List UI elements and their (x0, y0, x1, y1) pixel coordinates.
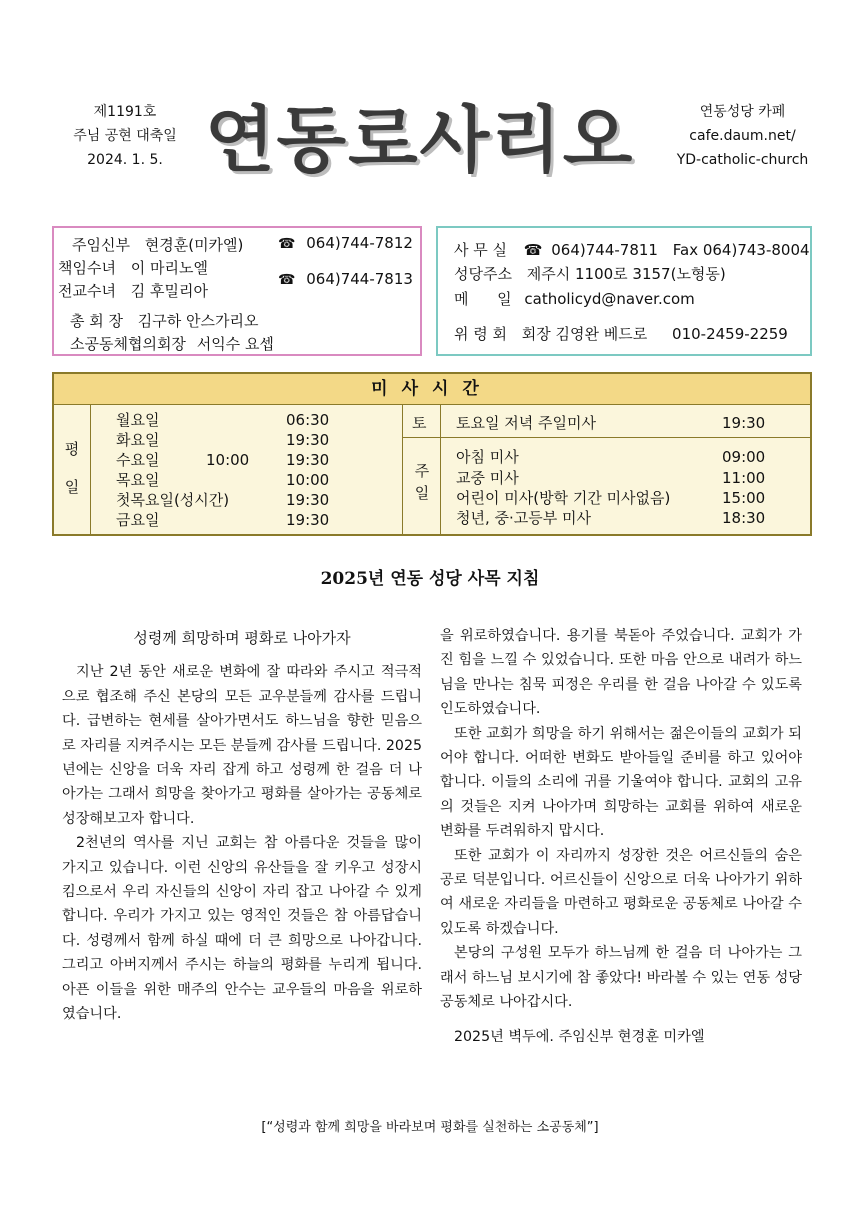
weekday-3-extra-time: 10:00 (206, 451, 250, 469)
nun1-row (58, 257, 208, 278)
weekday-4-day: 목요일 (116, 471, 160, 489)
sunday-3-name: 어린이 미사(방학 기간 미사없음) (456, 489, 671, 507)
chair-row (70, 310, 259, 331)
sunday-3-time: 15:00 (722, 489, 766, 507)
staff-box-clergy (52, 226, 422, 356)
issue-info (50, 100, 200, 172)
phone-icon: ☎ (523, 241, 543, 259)
article-subtitle: 성령께 희망하며 평화로 나아가자 (133, 629, 351, 647)
divider (440, 404, 441, 534)
sunday-2-name: 교중 미사 (456, 469, 519, 487)
chair-name: 김구하 안스가리오 (137, 312, 259, 330)
phone1-row (278, 234, 413, 252)
weekday-5-time: 19:30 (286, 491, 330, 509)
weekday-2-day: 화요일 (116, 431, 160, 449)
weekday-5-day: 첫목요일(성시간) (116, 491, 230, 509)
office-phone: 064)744-7811 (551, 241, 658, 259)
sunday-label: 주일 (414, 462, 430, 502)
phone1: 064)744-7812 (306, 234, 413, 252)
divider (402, 404, 403, 534)
council-row (70, 333, 274, 354)
weekday-3-time: 19:30 (286, 451, 330, 469)
saturday-mass-time: 19:30 (722, 414, 766, 432)
article-paragraph: 본당의 구성원 모두가 하느님께 한 걸음 더 나아가는 그래서 하느님 보시기에 참 좋았다! 바라볼 수 있는 연동 성당 공동체로 나아갑시다. (440, 945, 802, 1011)
office-fax: Fax 064)743-8004 (672, 241, 810, 259)
sunday-4-name: 청년, 중·고등부 미사 (456, 509, 591, 527)
nun2-role: 전교수녀 (58, 282, 116, 300)
cafe-url-line1[interactable]: cafe.daum.net/ (689, 128, 796, 144)
staff-box-office (436, 226, 812, 356)
parish-motto: [“성령과 함께 희망을 바라보며 평화를 실천하는 소공동체”] (261, 1120, 599, 1135)
divider (90, 404, 91, 534)
nun2-name: 김 후밀리아 (130, 282, 208, 300)
nun2-row (58, 280, 208, 301)
weekday-3-day: 수요일 (116, 451, 160, 469)
weekday-2-time: 19:30 (286, 431, 330, 449)
nun1-role: 책임수녀 (58, 259, 116, 277)
article-paragraph: 2천년의 역사를 지닌 교회는 참 아름다운 것들을 많이 가지고 있습니다. 이런 신앙의 유산들을 잘 키우고 성장시킴으로서 우리 자신들의 신앙이 자리 잡고 나아갈 수 있게 합니다. 우리가 가지고 있는 영적인 것들은 참 아름답습니다. 성령께서 함께 하실 때에 더 큰 희망으로 나아갑니다. 그리고 아버지께서 주시는 하늘의 평화를 누리게 됩니다. 아픈 이들을 위한 매주의 안수는 교우들의 마음을 위로하였습니다. (62, 835, 422, 1023)
article-paragraph: 지난 2년 동안 새로운 변화에 잘 따라와 주시고 적극적으로 협조해 주신 본당의 모든 교우분들께 감사를 드립니다. 급변하는 현세를 살아가면서도 하느님을 향한 믿음으로 자리를 지켜주시는 모든 분들께 감사를 드립니다. 2025년에는 신앙을 더욱 자리 잡게 하고 성령께 한 걸음 더 나아가는 그래서 희망을 찾아가고 평화를 살아가는 공동체로 성장해보고자 합니다. (62, 664, 422, 827)
masthead-title: 연동로사리오 (205, 98, 635, 182)
committee-phone: 010-2459-2259 (672, 325, 788, 343)
committee-row (454, 323, 788, 344)
pastor-row (72, 234, 243, 255)
address: 제주시 1100로 3157(노형동) (526, 265, 726, 283)
weekday-4-time: 10:00 (286, 471, 330, 489)
article-paragraph: 을 위로하였습니다. 용기를 북돋아 주었습니다. 교회가 가진 힘을 느낄 수 있었습니다. 또한 마음 안으로 내려가 하느님을 만나는 침묵 피정은 우리를 한 걸음 나아갈 수 있도록 인도하였습니다. (440, 628, 802, 718)
council-name: 서익수 요셉 (196, 335, 274, 353)
office-label: 사 무 실 (454, 241, 508, 259)
saturday-label: 토 (412, 414, 427, 432)
feast-name: 주님 공현 대축일 (73, 128, 177, 144)
article-paragraph: 또한 교회가 희망을 하기 위해서는 젊은이들의 교회가 되어야 합니다. 어떠한 변화도 받아들일 준비를 하고 있어야 합니다. 이들의 소리에 귀를 기울여야 합니다. 교회의 고유의 것들은 지켜 나아가며 희망하는 교회를 위하여 새로운 변화를 두려워하지 맙시다. (440, 725, 802, 840)
phone-icon: ☎ (278, 236, 296, 252)
article-column-right (440, 624, 802, 1049)
article-column-left (62, 626, 422, 1027)
mass-schedule-table (52, 372, 812, 536)
pastor-role: 주임신부 (72, 236, 130, 254)
article-title: 2025년 연동 성당 사목 지침 (320, 569, 540, 589)
council-role: 소공동체협의회장 (70, 335, 186, 353)
sunday-2-time: 11:00 (722, 469, 766, 487)
phone-icon: ☎ (278, 272, 296, 288)
mass-table-title: 미사시간 (54, 374, 810, 405)
sunday-1-time: 09:00 (722, 448, 766, 466)
divider (402, 437, 810, 438)
weekday-6-time: 19:30 (286, 511, 330, 529)
issue-number: 제1191호 (93, 104, 157, 120)
cafe-info (660, 100, 825, 172)
address-label: 성당주소 (454, 265, 512, 283)
article-signoff: 2025년 벽두에. 주임신부 현경훈 미카엘 (454, 1028, 705, 1045)
mail-label: 메 일 (454, 290, 512, 308)
committee-head: 회장 김영완 베드로 (521, 325, 648, 343)
nun1-name: 이 마리노엘 (130, 259, 208, 277)
weekday-1-day: 월요일 (116, 411, 160, 429)
weekday-1-time: 06:30 (286, 411, 330, 429)
issue-date: 2024. 1. 5. (87, 152, 163, 168)
weekday-label: 평일 (64, 440, 80, 496)
phone2: 064)744-7813 (306, 270, 413, 288)
weekday-6-day: 금요일 (116, 511, 160, 529)
saturday-mass-name: 토요일 저녁 주일미사 (456, 414, 596, 432)
article-paragraph: 또한 교회가 이 자리까지 성장한 것은 어르신들의 숨은 공로 덕분입니다. 어르신들이 신앙으로 더욱 나아가기 위하여 새로운 자리들을 마련하고 평화로운 공동체로 나아갈 수 있도록 하겠습니다. (440, 847, 802, 937)
mail-row (454, 288, 695, 309)
chair-role: 총 회 장 (70, 312, 124, 330)
cafe-url-line2[interactable]: YD-catholic-church (676, 152, 809, 168)
sunday-4-time: 18:30 (722, 509, 766, 527)
address-row (454, 263, 726, 284)
sunday-1-name: 아침 미사 (456, 448, 519, 466)
phone2-row (278, 270, 413, 288)
office-row (454, 239, 810, 260)
cafe-label: 연동성당 카페 (699, 104, 786, 120)
pastor-name: 현경훈(미카엘) (144, 236, 244, 254)
committee-label: 위 령 회 (454, 325, 508, 343)
mail-address[interactable]: catholicyd@naver.com (524, 290, 695, 308)
